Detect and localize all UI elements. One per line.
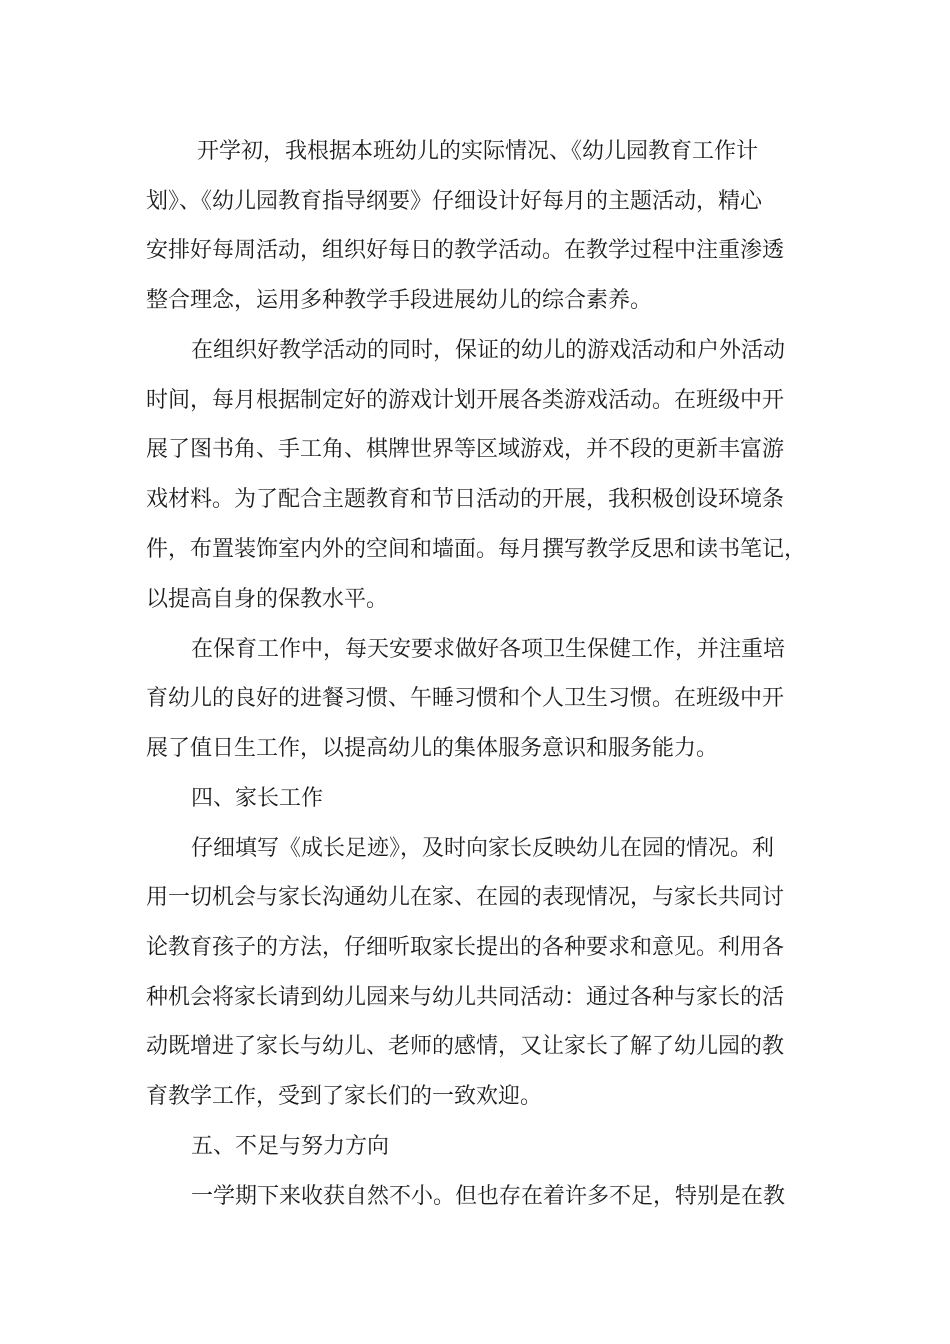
paragraph-1-line-4: 整合理念，运用多种教学手段进展幼儿的综合素养。 xyxy=(146,288,653,313)
paragraph-3-line-1: 在保育工作中，每天安要求做好各项卫生保健工作，并注重培 xyxy=(191,637,786,662)
paragraph-4-line-5: 动既增进了家长与幼儿、老师的感情，又让家长了解了幼儿园的教 xyxy=(146,1034,785,1059)
paragraph-2-line-1: 在组织好教学活动的同时，保证的幼儿的游戏活动和户外活动 xyxy=(191,338,786,363)
paragraph-2-line-5: 件，布置装饰室内外的空间和墙面。每月撰写教学反思和读书笔记， xyxy=(146,537,807,562)
paragraph-4-line-1: 仔细填写《成长足迹》，及时向家长反映幼儿在园的情况。利 xyxy=(191,836,775,861)
paragraph-4-line-3: 论教育孩子的方法，仔细听取家长提出的各种要求和意见。利用各 xyxy=(146,935,785,960)
section-heading-shortcomings: 五、不足与努力方向 xyxy=(191,1134,390,1159)
paragraph-2-line-3: 展了图书角、手工角、棋牌世界等区域游戏，并不段的更新丰富游 xyxy=(146,437,785,462)
paragraph-1-line-1: 开学初，我根据本班幼儿的实际情况、《幼儿园教育工作计 xyxy=(197,139,759,164)
paragraph-1-line-2: 划》、《幼儿园教育指导纲要》仔细设计好每月的主题活动，精心 xyxy=(146,189,763,214)
paragraph-4-line-6: 育教学工作，受到了家长们的一致欢迎。 xyxy=(146,1084,543,1109)
paragraph-4-line-2: 用一切机会与家长沟通幼儿在家、在园的表现情况，与家长共同讨 xyxy=(146,885,785,910)
paragraph-1-line-3: 安排好每周活动，组织好每日的教学活动。在教学过程中注重渗透 xyxy=(146,238,785,263)
paragraph-2-line-6: 以提高自身的保教水平。 xyxy=(146,587,389,612)
paragraph-3-line-3: 展了值日生工作，以提高幼儿的集体服务意识和服务能力。 xyxy=(146,736,719,761)
paragraph-2-line-4: 戏材料。为了配合主题教育和节日活动的开展，我积极创设环境条 xyxy=(146,487,785,512)
section-heading-parent-work: 四、家长工作 xyxy=(191,786,324,811)
paragraph-5-line-1: 一学期下来收获自然不小。但也存在着许多不足，特别是在教 xyxy=(191,1184,786,1209)
paragraph-2-line-2: 时间，每月根据制定好的游戏计划开展各类游戏活动。在班级中开 xyxy=(146,388,785,413)
paragraph-4-line-4: 种机会将家长请到幼儿园来与幼儿共同活动：通过各种与家长的活 xyxy=(146,985,785,1010)
paragraph-3-line-2: 育幼儿的良好的进餐习惯、午睡习惯和个人卫生习惯。在班级中开 xyxy=(146,686,785,711)
